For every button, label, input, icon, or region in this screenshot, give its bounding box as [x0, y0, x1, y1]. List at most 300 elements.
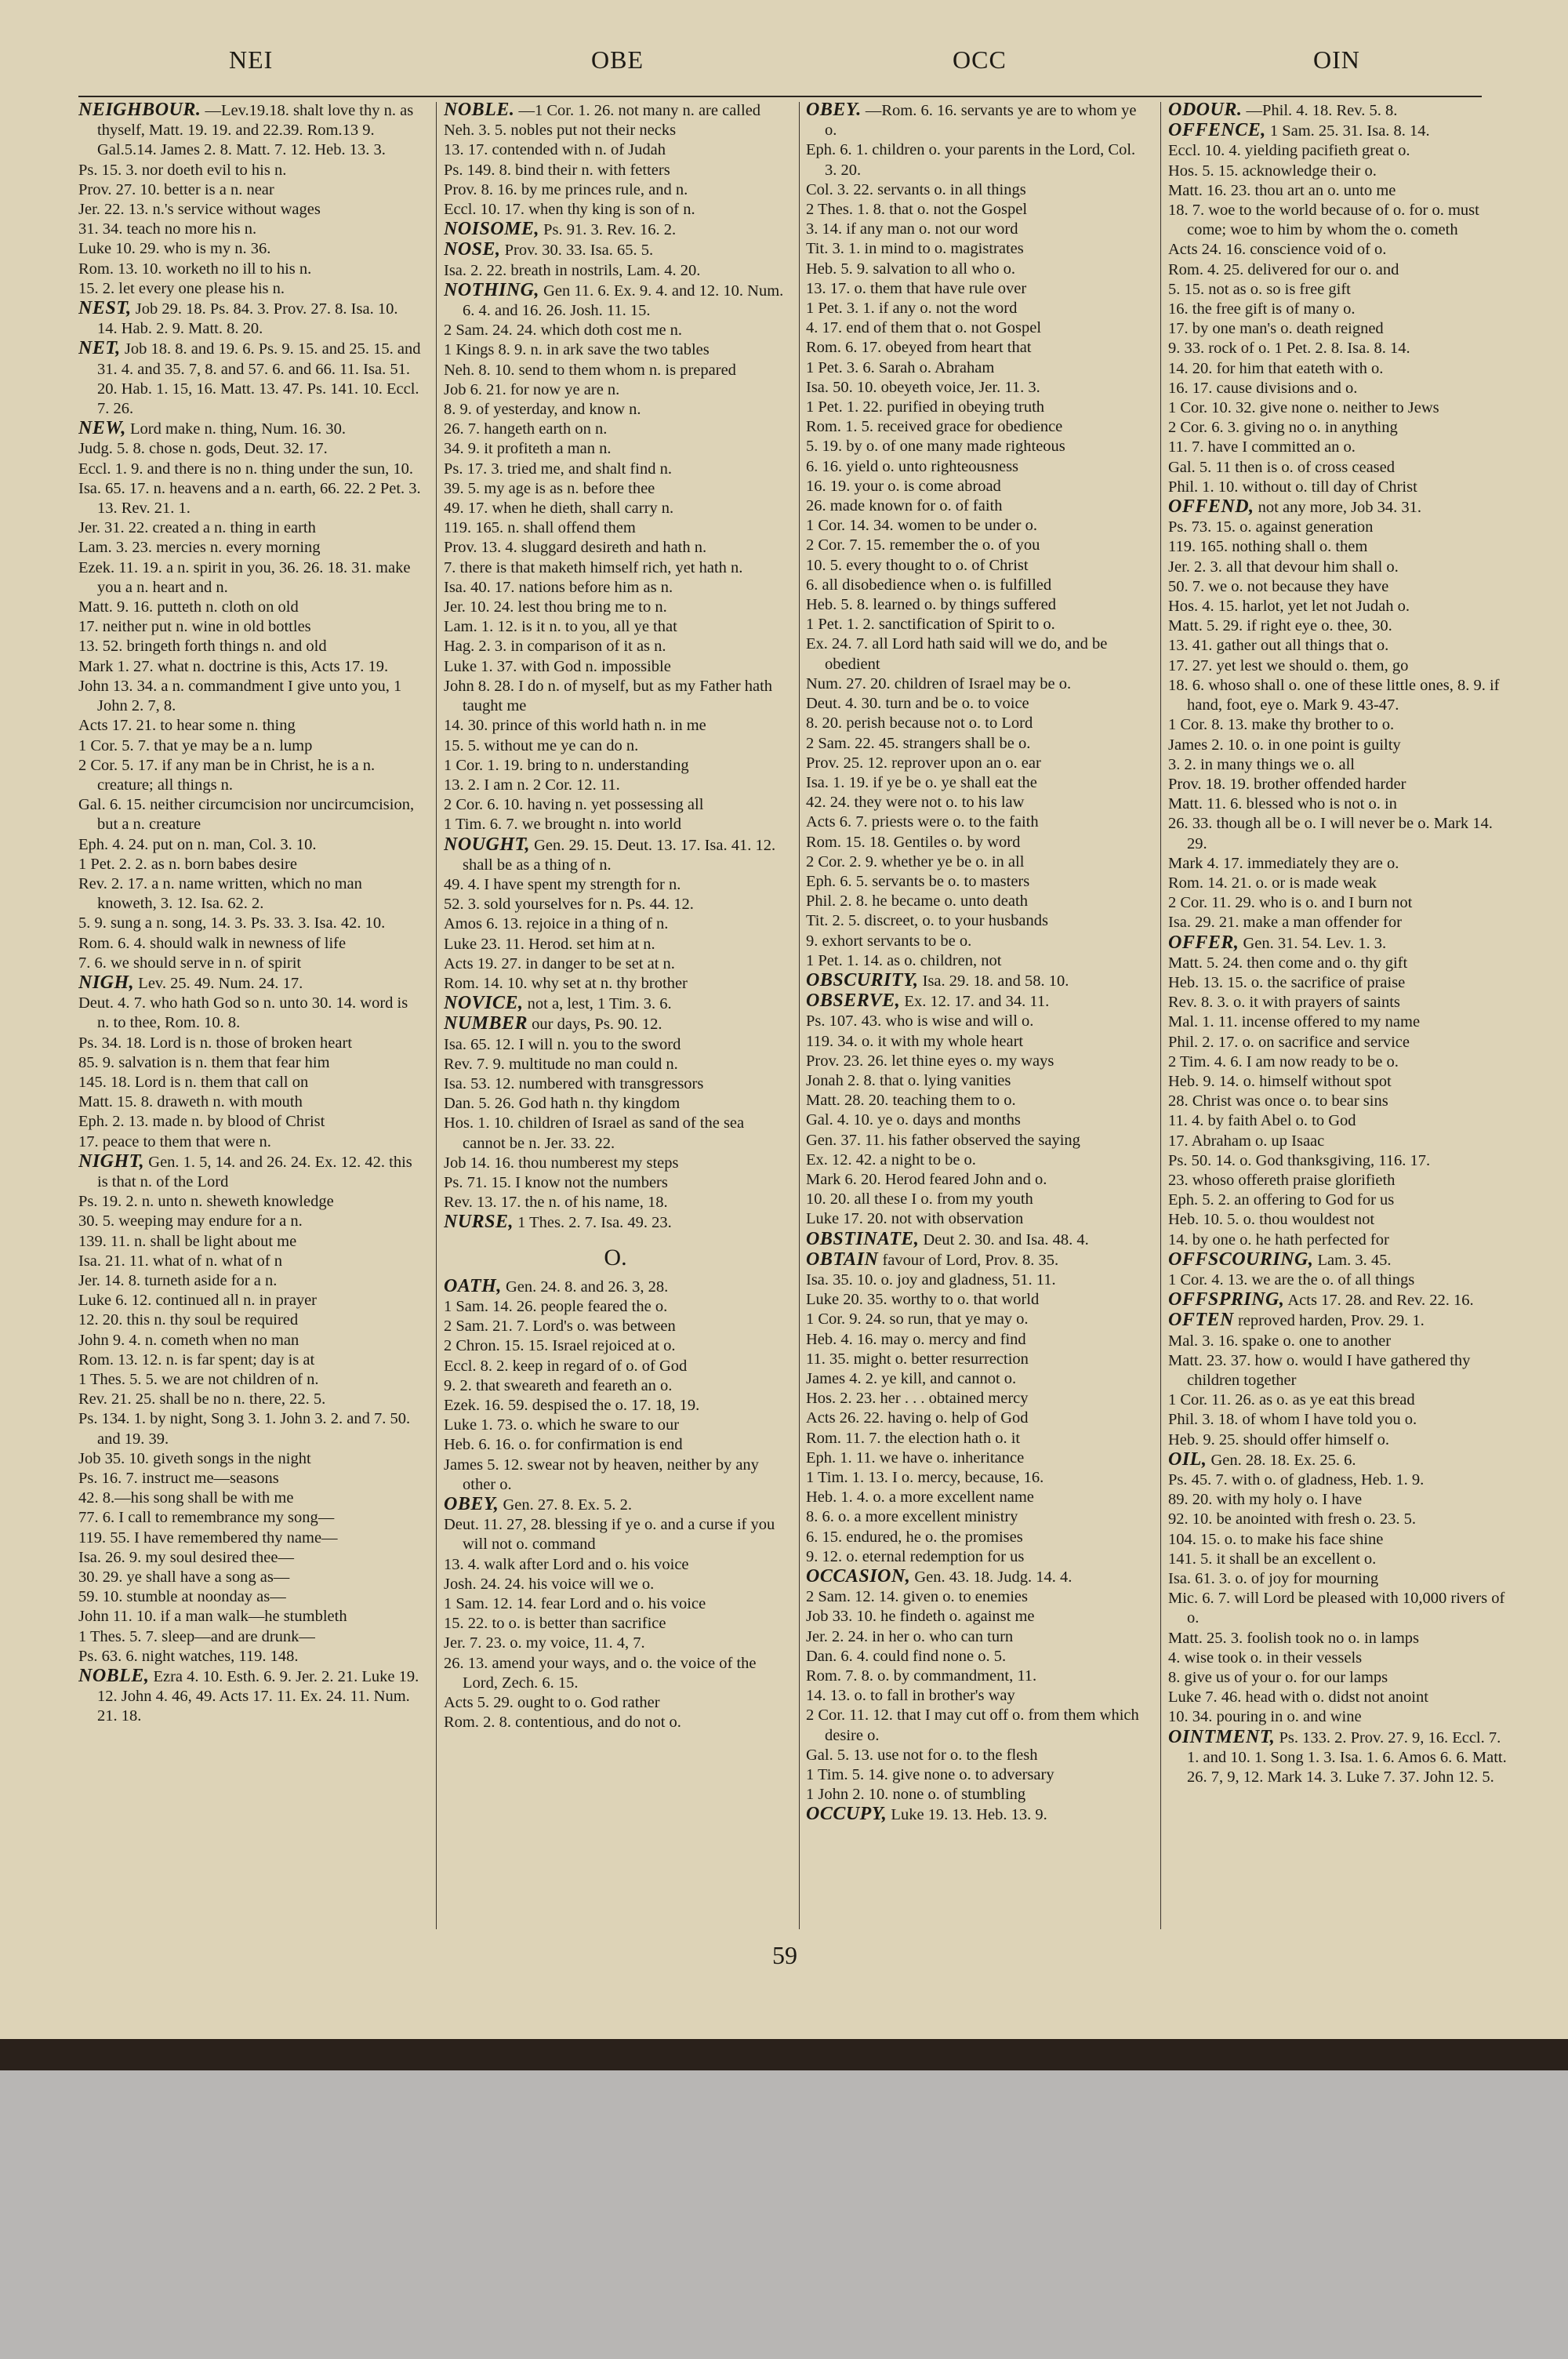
index-entry [444, 558, 787, 578]
entry-text: Ps. 149. 8. bind their n. with fetters [444, 161, 670, 179]
entry-text: Ps. 73. 15. o. against generation [1168, 518, 1374, 536]
entry-text: 11. 7. have I committed an o. [1168, 438, 1356, 456]
entry-text: Lev. 25. 49. Num. 24. 17. [138, 974, 303, 992]
index-entry [78, 200, 422, 220]
index-entry [806, 140, 1149, 180]
index-entry [806, 1190, 1149, 1209]
entry-text: Job 29. 18. Ps. 84. 3. Prov. 27. 8. Isa. 10. 14. Hab. 2. 9. Matt. 8. 20. [97, 300, 398, 338]
index-entry [806, 1686, 1149, 1706]
headword: OATH, [444, 1275, 502, 1296]
entry-text: Matt. 15. 8. draweth n. with mouth [78, 1093, 303, 1111]
entry-text: 2 Sam. 21. 7. Lord's o. was between [444, 1318, 676, 1336]
entry-text: Rom. 6. 4. should walk in newness of life [78, 934, 347, 952]
index-entry [444, 795, 787, 815]
headword: OBSCURITY, [806, 969, 919, 990]
entry-text: Eccl. 10. 17. when thy king is son of n. [444, 201, 695, 219]
index-entry [78, 716, 422, 736]
index-entry [806, 1270, 1149, 1290]
entry-text: Ps. 16. 7. instruct me—seasons [78, 1470, 279, 1488]
headword: OBSERVE, [806, 990, 901, 1012]
index-entry [78, 1331, 422, 1350]
index-entry [1168, 775, 1512, 794]
entry-text: 2 Cor. 6. 3. giving no o. in anything [1168, 419, 1398, 437]
index-entry [806, 615, 1149, 634]
entry-text: Prov. 30. 33. Isa. 65. 5. [504, 242, 654, 260]
index-entry [444, 361, 787, 380]
index-entry [1168, 1648, 1512, 1668]
headword: OCCASION, [806, 1566, 911, 1587]
entry-text: Gal. 6. 15. neither circumcision nor uncircumcision, but a n. creature [78, 796, 415, 834]
entry-text: Mark 6. 20. Herod feared John and o. [806, 1170, 1047, 1188]
entry-text: 1 Cor. 4. 13. we are the o. of all things [1168, 1270, 1415, 1289]
headword: NOISOME, [444, 219, 540, 240]
index-entry [78, 874, 422, 914]
entry-text: 2 Thes. 1. 8. that o. not the Gospel [806, 201, 1028, 219]
entry-text: Eccl. 8. 2. keep in regard of o. of God [444, 1357, 688, 1375]
index-entry [444, 1114, 787, 1153]
index-entry [806, 1567, 1149, 1587]
headword: ODOUR. [1168, 100, 1243, 120]
index-entry [806, 1230, 1149, 1250]
index-entry [1168, 1072, 1512, 1092]
column-divider [436, 102, 437, 1929]
index-entry [1168, 478, 1512, 497]
entry-text: Acts 24. 16. conscience void of o. [1168, 241, 1387, 259]
index-entry [806, 634, 1149, 674]
entry-text: Heb. 5. 8. learned o. by things suffered [806, 596, 1057, 614]
entry-text: Rom. 7. 8. o. by commandment, 11. [806, 1667, 1037, 1685]
entry-text: 13. 52. bringeth forth things n. and old [78, 638, 327, 656]
index-entry [444, 420, 787, 439]
index-entry [444, 1515, 787, 1554]
entry-text: 23. whoso offereth praise glorifieth [1168, 1171, 1396, 1189]
entry-text: 85. 9. salvation is n. them that fear him [78, 1053, 330, 1071]
entry-text: Amos 6. 13. rejoice in a thing of n. [444, 915, 669, 933]
index-entry [1168, 1410, 1512, 1430]
entry-text: 17. neither put n. wine in old bottles [78, 618, 311, 636]
entry-text: Mal. 1. 11. incense offered to my name [1168, 1013, 1421, 1031]
index-entry [1168, 121, 1512, 141]
entry-text: 2 Sam. 22. 45. strangers shall be o. [806, 734, 1031, 752]
entry-text: 15. 22. to o. is better than sacrifice [444, 1615, 666, 1633]
index-entry [1168, 1033, 1512, 1052]
index-entry [806, 932, 1149, 951]
entry-text: Isa. 65. 17. n. heavens and a n. earth, 66. 22. 2 Pet. 3. 13. Rev. 21. 1. [78, 479, 421, 518]
entry-text: Heb. 9. 25. should offer himself o. [1168, 1430, 1390, 1448]
entry-text: Jonah 2. 8. that o. lying vanities [806, 1071, 1011, 1089]
entry-text: Gen 11. 6. Ex. 9. 4. and 12. 10. Num. 6. 4. and 16. 26. Josh. 11. 15. [463, 282, 784, 320]
index-entry [444, 281, 787, 321]
index-entry [1168, 300, 1512, 319]
entry-text: Eph. 6. 5. servants be o. to masters [806, 872, 1030, 890]
index-entry [806, 279, 1149, 299]
entry-text: 8. 20. perish because not o. to Lord [806, 714, 1033, 732]
index-entry [78, 835, 422, 855]
index-entry [1168, 537, 1512, 557]
index-entry [1168, 280, 1512, 300]
entry-text: 1 Thes. 5. 5. we are not children of n. [78, 1371, 319, 1388]
entry-text: 2 Tim. 4. 6. I am now ready to be o. [1168, 1052, 1399, 1070]
index-entry [78, 100, 422, 161]
entry-text: Luke 1. 37. with God n. impossible [444, 657, 671, 675]
index-entry [78, 1232, 422, 1252]
entry-text: 2 Sam. 12. 14. given o. to enemies [806, 1588, 1028, 1606]
entry-text: 9. 12. o. eternal redemption for us [806, 1547, 1025, 1565]
index-entry [1168, 162, 1512, 181]
index-entry [806, 477, 1149, 496]
index-entry [1168, 1490, 1512, 1510]
index-entry [806, 892, 1149, 911]
index-entry [806, 872, 1149, 892]
index-entry [1168, 1250, 1512, 1270]
headword: OBEY. [806, 100, 862, 120]
index-entry [1168, 676, 1512, 715]
entry-text: John 8. 28. I do n. of myself, but as my Father hath taught me [444, 677, 773, 715]
index-entry [444, 1614, 787, 1634]
index-entry [78, 1192, 422, 1212]
headword: OBEY, [444, 1494, 499, 1515]
index-entry [1168, 954, 1512, 973]
index-entry [444, 598, 787, 617]
index-entry [1168, 1688, 1512, 1707]
entry-text: 13. 4. walk after Lord and o. his voice [444, 1555, 689, 1573]
guide-word-2: OBE [591, 45, 644, 74]
header-rule [78, 96, 1482, 97]
entry-text: Lam. 1. 12. is it n. to you, all ye that [444, 618, 677, 636]
entry-text: 39. 5. my age is as n. before thee [444, 479, 655, 497]
index-entry [1168, 1668, 1512, 1688]
entry-text: Jer. 7. 23. o. my voice, 11. 4, 7. [444, 1634, 645, 1652]
index-entry [806, 496, 1149, 516]
entry-text: 26. 7. hangeth earth on n. [444, 420, 608, 438]
index-entry [78, 1390, 422, 1409]
index-entry [806, 1627, 1149, 1647]
index-entry [1168, 1707, 1512, 1727]
index-entry [806, 1150, 1149, 1170]
index-entry [1168, 100, 1512, 121]
entry-text: Acts 17. 28. and Rev. 22. 16. [1287, 1292, 1474, 1310]
entry-text: 119. 34. o. it with my whole heart [806, 1032, 1024, 1050]
entry-text: 1 Cor. 1. 19. bring to n. understanding [444, 756, 689, 774]
entry-text: 1 Pet. 3. 1. if any o. not the word [806, 300, 1018, 318]
entry-text: 34. 9. it profiteth a man n. [444, 440, 612, 458]
headword: NOBLE, [78, 1666, 150, 1687]
entry-text: Isa. 50. 10. obeyeth voice, Jer. 11. 3. [806, 378, 1040, 396]
entry-text: Luke 10. 29. who is my n. 36. [78, 240, 271, 258]
entry-text: 2 Sam. 24. 24. which doth cost me n. [444, 322, 683, 340]
entry-text: 1 Sam. 25. 31. Isa. 8. 14. [1269, 122, 1430, 140]
entry-text: reproved harden, Prov. 29. 1. [1237, 1312, 1425, 1330]
index-entry [1168, 1132, 1512, 1151]
entry-text: 5. 19. by o. of one many made righteous [806, 438, 1065, 456]
entry-text: 30. 29. ye shall have a song as— [78, 1568, 290, 1587]
entry-text: 9. exhort servants to be o. [806, 932, 972, 950]
entry-text: 14. 30. prince of this world hath n. in me [444, 717, 706, 735]
entry-text: Job 14. 16. thou numberest my steps [444, 1154, 679, 1172]
entry-text: 14. 20. for him that eateth with o. [1168, 359, 1384, 377]
entry-text: 1 John 2. 10. none o. of stumbling [806, 1786, 1026, 1804]
entry-text: Luke 23. 11. Herod. set him at n. [444, 935, 655, 953]
index-entry [1168, 379, 1512, 398]
index-entry [444, 895, 787, 914]
index-entry [1168, 1728, 1512, 1788]
entry-text: Ps. 91. 3. Rev. 16. 2. [543, 221, 677, 239]
index-entry [444, 1634, 787, 1653]
entry-text: John 13. 34. a n. commandment I give unto you, 1 John 2. 7, 8. [78, 677, 402, 715]
index-entry [78, 1271, 422, 1291]
entry-text: Rom. 14. 10. why set at n. thy brother [444, 974, 688, 992]
entry-text: 49. 17. when he dieth, shall carry n. [444, 500, 674, 518]
index-entry [78, 220, 422, 239]
index-entry [806, 1488, 1149, 1507]
index-entry [806, 576, 1149, 595]
index-entry [444, 677, 787, 716]
headword: NIGH, [78, 972, 135, 993]
section-letter: O. [604, 1244, 627, 1270]
index-entry [78, 1409, 422, 1448]
index-entry [1168, 973, 1512, 993]
index-entry [1168, 1052, 1512, 1072]
index-entry [806, 1429, 1149, 1448]
entry-text: Hag. 2. 3. in comparison of it as n. [444, 638, 666, 656]
index-entry [806, 971, 1149, 991]
entry-text: Rom. 13. 12. n. is far spent; day is at [78, 1350, 315, 1369]
entry-text: Phil. 3. 18. of whom I have told you o. [1168, 1411, 1417, 1429]
index-entry [806, 318, 1149, 338]
entry-text: Neh. 3. 5. nobles put not their necks [444, 122, 677, 140]
entry-text: 17. peace to them that were n. [78, 1132, 271, 1150]
guide-word-4: OIN [1313, 45, 1360, 74]
entry-text: Isa. 26. 9. my soul desired thee— [78, 1548, 294, 1566]
entry-text: Ex. 12. 42. a night to be o. [806, 1150, 976, 1169]
index-entry [1168, 1151, 1512, 1171]
column-4 [1168, 100, 1512, 1928]
headword: NOTHING, [444, 279, 539, 300]
index-entry [806, 358, 1149, 378]
entry-text: 1 Thes. 2. 7. Isa. 49. 23. [517, 1214, 672, 1232]
index-entry [806, 1032, 1149, 1052]
index-entry [78, 260, 422, 279]
entry-text: Matt. 5. 29. if right eye o. thee, 30. [1168, 617, 1392, 635]
entry-text: Hos. 1. 10. children of Israel as sand of the sea cannot be n. Jer. 33. 22. [444, 1114, 745, 1152]
entry-text: Isa. 61. 3. o. of joy for mourning [1168, 1570, 1379, 1588]
entry-text: 9. 33. rock of o. 1 Pet. 2. 8. Isa. 8. 14. [1168, 340, 1410, 358]
entry-text: Job 35. 10. giveth songs in the night [78, 1449, 311, 1467]
entry-text: Matt. 11. 6. blessed who is not o. in [1168, 795, 1397, 813]
index-entry [78, 558, 422, 598]
index-entry [806, 852, 1149, 872]
entry-text: 1 Cor. 5. 7. that ye may be a n. lump [78, 736, 313, 754]
entry-text: Jer. 14. 8. turneth aside for a n. [78, 1271, 278, 1289]
index-entry [1168, 597, 1512, 616]
index-entry [806, 714, 1149, 733]
index-entry [1168, 240, 1512, 260]
index-entry [1168, 1190, 1512, 1210]
index-entry [78, 161, 422, 180]
index-entry [806, 299, 1149, 318]
index-entry [806, 1310, 1149, 1329]
entry-text: 16. 17. cause divisions and o. [1168, 379, 1358, 397]
entry-text: Acts 26. 22. having o. help of God [806, 1409, 1029, 1427]
entry-text: Acts 5. 29. ought to o. God rather [444, 1694, 660, 1712]
entry-text: 42. 8.—his song shall be with me [78, 1489, 294, 1507]
entry-text: Ps. 45. 7. with o. of gladness, Heb. 1. 9. [1168, 1471, 1425, 1489]
entry-text: 2 Cor. 11. 29. who is o. and I burn not [1168, 894, 1413, 912]
index-entry [444, 1055, 787, 1074]
entry-text: 17. 27. yet lest we should o. them, go [1168, 656, 1409, 674]
headword: OFFSCOURING, [1168, 1249, 1314, 1270]
entry-text: —Rom. 6. 16. servants ye are to whom ye o. [825, 102, 1137, 140]
entry-text: Lam. 3. 45. [1317, 1251, 1392, 1269]
index-entry [444, 1555, 787, 1575]
headword: NOVICE, [444, 993, 524, 1014]
entry-text: 16. the free gift is of many o. [1168, 300, 1356, 318]
entry-text: Matt. 16. 23. thou art an o. unto me [1168, 181, 1396, 199]
index-entry [444, 180, 787, 200]
index-entry [78, 1092, 422, 1112]
entry-text: 92. 10. be anointed with fresh o. 23. 5. [1168, 1510, 1416, 1528]
entry-text: Gen. 1. 5, 14. and 26. 24. Ex. 12. 42. this is that n. of the Lord [97, 1153, 412, 1190]
entry-text: Isa. 40. 17. nations before him as n. [444, 578, 673, 596]
entry-text: James 2. 10. o. in one point is guilty [1168, 736, 1401, 754]
headword: NEW, [78, 418, 126, 439]
entry-text: Lam. 3. 23. mercies n. every morning [78, 539, 321, 557]
headword: OINTMENT, [1168, 1726, 1276, 1747]
index-entry [806, 1131, 1149, 1150]
index-entry [806, 1528, 1149, 1547]
entry-text: Eph. 1. 11. we have o. inheritance [806, 1448, 1025, 1467]
entry-text: Phil. 2. 17. o. on sacrifice and service [1168, 1033, 1410, 1051]
column-2 [444, 100, 787, 1928]
index-entry [444, 1193, 787, 1212]
entry-text: 4. wise took o. in their vessels [1168, 1648, 1363, 1667]
index-entry [444, 161, 787, 180]
index-entry [78, 1152, 422, 1192]
entry-text: 1 Cor. 8. 13. make thy brother to o. [1168, 716, 1395, 734]
entry-text: Eccl. 10. 4. yielding pacifieth great o. [1168, 142, 1410, 160]
entry-text: 1 Cor. 11. 26. as o. as ye eat this bread [1168, 1391, 1415, 1409]
index-entry [1168, 398, 1512, 418]
index-entry [806, 911, 1149, 931]
entry-text: 3. 14. if any man o. not our word [806, 220, 1018, 238]
entry-text: 17. by one man's o. death reigned [1168, 320, 1384, 338]
entry-text: —1 Cor. 1. 26. not many n. are called [518, 102, 761, 119]
headword: OBSTINATE, [806, 1228, 920, 1249]
index-entry [806, 773, 1149, 793]
entry-text: 28. Christ was once o. to bear sins [1168, 1092, 1388, 1110]
entry-text: Deut. 4. 30. turn and be o. to voice [806, 695, 1029, 713]
index-entry [78, 1587, 422, 1607]
entry-text: 1 Sam. 14. 26. people feared the o. [444, 1297, 668, 1315]
entry-text: 119. 165. nothing shall o. them [1168, 538, 1368, 556]
index-entry [806, 1647, 1149, 1667]
entry-text: Deut 2. 30. and Isa. 48. 4. [923, 1230, 1089, 1249]
index-entry [444, 400, 787, 420]
entry-text: James 4. 2. ye kill, and cannot o. [806, 1370, 1017, 1387]
index-entry [806, 1012, 1149, 1031]
entry-text: Deut. 4. 7. who hath God so n. unto 30. 14. word is n. to thee, Rom. 10. 8. [78, 994, 408, 1032]
guide-word-3: OCC [953, 45, 1007, 74]
index-entry [78, 1291, 422, 1310]
headword: NEIGHBOUR. [78, 100, 201, 120]
index-entry [806, 180, 1149, 200]
entry-text: Hos. 5. 15. acknowledge their o. [1168, 162, 1377, 180]
index-entry [806, 595, 1149, 615]
entry-text: Job 33. 10. he findeth o. against me [806, 1608, 1035, 1626]
entry-text: 15. 5. without me ye can do n. [444, 736, 639, 754]
headword: NOBLE. [444, 100, 515, 120]
entry-text: 2 Cor. 2. 9. whether ye be o. in all [806, 852, 1025, 871]
index-entry [78, 1053, 422, 1073]
index-entry [806, 556, 1149, 576]
entry-text: Rev. 21. 25. shall be no n. there, 22. 5. [78, 1390, 326, 1408]
index-entry [444, 1317, 787, 1336]
index-entry [1168, 794, 1512, 814]
entry-text: Luke 19. 13. Heb. 13. 9. [891, 1806, 1047, 1824]
index-entry [78, 756, 422, 795]
entry-text: 8. give us of your o. for our lamps [1168, 1669, 1388, 1687]
index-entry [444, 1594, 787, 1614]
index-entry [1168, 181, 1512, 201]
entry-text: Acts 19. 27. in danger to be set at n. [444, 954, 675, 972]
entry-text: Matt. 25. 3. foolish took no o. in lamps [1168, 1629, 1420, 1647]
index-entry [806, 239, 1149, 259]
index-entry [444, 340, 787, 360]
entry-text: Ps. 50. 14. o. God thanksgiving, 116. 17. [1168, 1151, 1431, 1169]
entry-text: Lord make n. thing, Num. 16. 30. [130, 420, 347, 438]
entry-text: Rom. 14. 21. o. or is made weak [1168, 874, 1377, 892]
headword: OFTEN [1168, 1310, 1234, 1331]
index-entry [444, 716, 787, 736]
index-entry [444, 637, 787, 656]
entry-text: Isa. 29. 21. make a man offender for [1168, 914, 1402, 932]
entry-text: Tit. 2. 5. discreet, o. to your husbands [806, 912, 1049, 930]
index-entry [444, 538, 787, 558]
entry-text: 1 Kings 8. 9. n. in ark save the two tables [444, 341, 710, 359]
entry-text: James 5. 12. swear not by heaven, neither by any other o. [444, 1456, 759, 1493]
entry-text: Job 18. 8. and 19. 6. Ps. 9. 15. and 25. 15. and 31. 4. and 35. 7, 8. and 57. 6. and 66. 11. Isa. 51. 20. Hab. 1. 15, 16. Matt. 13. 47. Ps. 141. 10. Eccl. 7. 26. [97, 340, 421, 418]
index-entry [78, 1528, 422, 1548]
entry-text: Heb. 4. 16. may o. mercy and find [806, 1330, 1026, 1348]
entry-text: Judg. 5. 8. chose n. gods, Deut. 32. 17. [78, 440, 328, 458]
entry-text: Deut. 11. 27, 28. blessing if ye o. and a curse if you will not o. command [444, 1516, 775, 1554]
index-entry [78, 1667, 422, 1727]
entry-text: 13. 17. contended with n. of Judah [444, 141, 666, 159]
entry-text: Matt. 28. 20. teaching them to o. [806, 1092, 1016, 1110]
index-entry [806, 100, 1149, 140]
entry-text: Ps. 71. 15. I know not the numbers [444, 1173, 668, 1191]
entry-text: 1 Cor. 10. 32. give none o. neither to Jews [1168, 399, 1439, 417]
entry-text: 6. 15. endured, he o. the promises [806, 1528, 1023, 1546]
entry-text: Ezek. 16. 59. despised the o. 17. 18, 19. [444, 1397, 700, 1414]
index-entry [806, 338, 1149, 358]
index-entry [1168, 497, 1512, 518]
entry-text: our days, Ps. 90. 12. [532, 1016, 662, 1034]
entry-text: 141. 5. it shall be an excellent o. [1168, 1550, 1377, 1568]
entry-text: Neh. 8. 10. send to them whom n. is prepared [444, 361, 736, 379]
index-entry [78, 677, 422, 716]
index-entry [806, 793, 1149, 812]
entry-text: 1 Pet. 2. 2. as n. born babes desire [78, 855, 297, 873]
index-entry [78, 1607, 422, 1627]
entry-text: Matt. 9. 16. putteth n. cloth on old [78, 598, 299, 616]
index-entry [1168, 1569, 1512, 1589]
entry-text: 14. by one o. he hath perfected for [1168, 1230, 1389, 1249]
entry-text: 11. 4. by faith Abel o. to God [1168, 1112, 1356, 1130]
entry-text: Eph. 4. 24. put on n. man, Col. 3. 10. [78, 835, 317, 853]
index-entry [1168, 577, 1512, 597]
entry-text: 2 Cor. 7. 15. remember the o. of you [806, 536, 1040, 554]
